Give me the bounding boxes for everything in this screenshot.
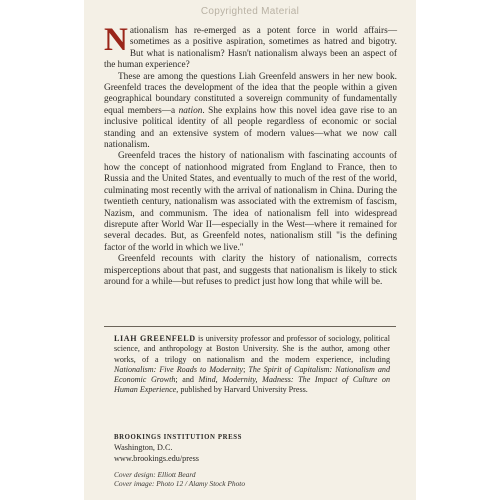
bio-text-2: ; [243, 364, 249, 374]
drop-cap: N [104, 22, 128, 58]
publisher-name: BROOKINGS INSTITUTION PRESS [114, 434, 243, 441]
cover-credits [114, 471, 334, 488]
blurb-paragraph-2-text-a: These are among the questions Liah Greenfeld answers in her new book. Greenfeld traces the development of the idea that the people within a given geographical boundary constituted a sovereign community of fundamentally equal members—a [104, 71, 397, 116]
blurb-paragraph-2-emphasis: nation [178, 105, 203, 116]
book-title-2: The Spirit of Capitalism: Nationalism and Economic Growth [114, 364, 390, 385]
cover-image-credit: Cover image: Photo 12 / Alamy Stock Photo [114, 478, 246, 488]
divider-rule [104, 326, 396, 327]
copyright-watermark: Copyrighted Material [200, 6, 300, 17]
book-title-3: Mind, Modernity, Madness: The Impact of Culture on Human Experience [114, 375, 390, 395]
blurb-paragraph-1 [104, 22, 397, 72]
bio-text-4: , published by Harvard University Press. [176, 385, 308, 395]
book-title-1: Nationalism: Five Roads to Modernity [114, 364, 244, 374]
blurb-paragraph-4: Greenfeld recounts with clarity the history of nationalism, corrects misperceptions about that past, and suggests that nationalism is likely to stick around for a while—but refuses to predict just how long that while will be. [104, 254, 397, 287]
blurb-paragraph-3: Greenfeld traces the history of nationalism with fascinating accounts of how the concept of nationhood migrated from England to France, then to Russia and the United States, and eventually to much of the rest of the world, culminating most recently with the arrival of nationalism in China. During the twentieth century, nationalism was associated with the extremism of fascism, Nazism, and communism. The idea of nationalism fell into widespread disrepute after World War II—especially in the West—where it remained for several decades. But, as Greenfeld notes, nationalism still "is the defining factor of the world in which we live." [104, 151, 397, 253]
publisher-url: www.brookings.edu/press [114, 453, 199, 463]
blurb [104, 22, 397, 288]
bio-text-1: is university professor and professor of sociology, political science, and anthropology at Boston University. She is the author, among other works, of a trilogy on nationalism and the modern experience, including [114, 334, 390, 364]
blurb-paragraph-1-text: ationalism has re-emerged as a potent force in world affairs—sometimes as a positive aspiration, sometimes as hatred and bigotry. But what is nationalism? Hasn't nationalism always been an aspect of the human experience? [104, 26, 397, 71]
blurb-paragraph-2-text-b: . She explains how this novel idea gave rise to an inclusive political identity of all people regardless of economic or social standing and an extensive system of modern values—what we now call nationalism. [104, 105, 397, 151]
author-name: LIAH GREENFELD [114, 334, 196, 343]
book-back-cover [84, 0, 416, 500]
publisher-city: Washington, D.C. [114, 443, 173, 453]
author-bio [114, 334, 390, 396]
bio-text-3: ; and [175, 375, 199, 385]
cover-design-credit: Cover design: Elliott Beard [114, 470, 196, 479]
publisher-block [114, 433, 334, 464]
blurb-paragraph-2 [104, 72, 397, 152]
